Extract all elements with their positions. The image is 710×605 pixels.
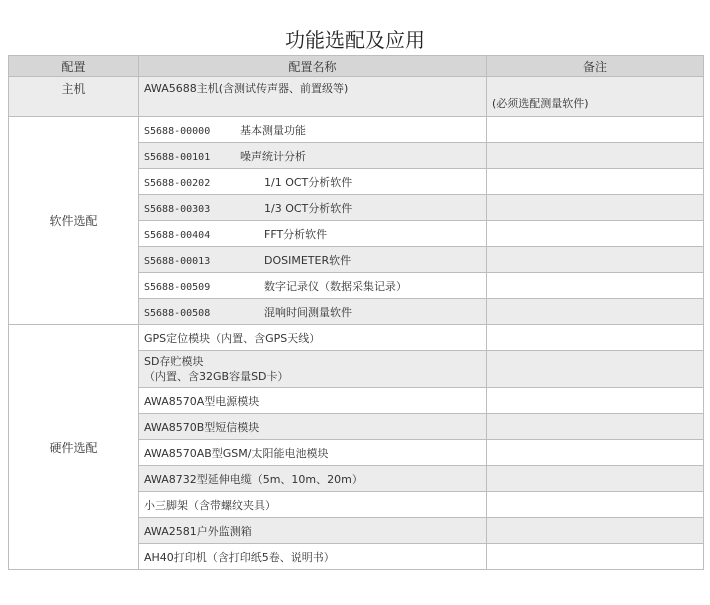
software-code: S5688-00303	[144, 203, 211, 215]
software-desc: FFT分析软件	[264, 227, 328, 241]
note-cell	[487, 351, 704, 388]
software-desc: 混响时间测量软件	[264, 305, 352, 319]
software-desc: 数字记录仪（数据采集记录）	[264, 279, 407, 293]
software-desc: 噪声统计分析	[240, 149, 306, 163]
hardware-item: AWA8732型延伸电缆（5m、10m、20m）	[139, 466, 487, 492]
software-desc: 基本测量功能	[240, 123, 306, 137]
software-item	[139, 247, 487, 273]
hardware-item: AWA2581户外监测箱	[139, 518, 487, 544]
hardware-item: GPS定位模块（内置、含GPS天线）	[139, 325, 487, 351]
note-cell	[487, 117, 704, 143]
note-cell	[487, 414, 704, 440]
note-cell	[487, 169, 704, 195]
software-code: S5688-00509	[144, 281, 211, 293]
software-item	[139, 221, 487, 247]
software-item	[139, 299, 487, 325]
note-cell	[487, 325, 704, 351]
software-code: S5688-00404	[144, 229, 211, 241]
software-code: S5688-00013	[144, 255, 211, 267]
table-header-row	[9, 56, 704, 77]
software-item	[139, 195, 487, 221]
table-row	[9, 117, 704, 143]
software-item	[139, 117, 487, 143]
note-cell	[487, 492, 704, 518]
note-cell	[487, 544, 704, 570]
column-header-name: 配置名称	[139, 56, 487, 77]
hardware-item: AWA8570B型短信模块	[139, 414, 487, 440]
hardware-item: 小三脚架（含带螺纹夹具）	[139, 492, 487, 518]
hardware-item-line1: SD存贮模块	[144, 355, 204, 368]
note-cell	[487, 143, 704, 169]
note-cell	[487, 518, 704, 544]
main-unit-name: AWA5688主机(含测试传声器、前置级等)	[139, 77, 487, 117]
category-software: 软件选配	[9, 117, 139, 325]
software-item	[139, 143, 487, 169]
category-main: 主机	[9, 77, 139, 117]
note-cell	[487, 195, 704, 221]
software-item	[139, 169, 487, 195]
software-desc: DOSIMETER软件	[264, 253, 352, 267]
software-code: S5688-00101	[144, 151, 211, 163]
note-cell	[487, 299, 704, 325]
table-row-main	[9, 77, 704, 117]
table-row	[9, 325, 704, 351]
hardware-item: AH40打印机（含打印纸5卷、说明书）	[139, 544, 487, 570]
category-hardware: 硬件选配	[9, 325, 139, 570]
page-title: 功能选配及应用	[285, 28, 425, 52]
note-cell	[487, 388, 704, 414]
hardware-item-line2: （内置、含32GB容量SD卡）	[144, 370, 289, 383]
note-cell	[487, 247, 704, 273]
software-code: S5688-00202	[144, 177, 211, 189]
software-item	[139, 273, 487, 299]
hardware-item	[139, 351, 487, 388]
column-header-note: 备注	[487, 56, 704, 77]
software-desc: 1/3 OCT分析软件	[264, 201, 353, 215]
note-cell	[487, 273, 704, 299]
software-code: S5688-00000	[144, 125, 211, 137]
column-header-config: 配置	[9, 56, 139, 77]
hardware-item: AWA8570A型电源模块	[139, 388, 487, 414]
note-cell	[487, 466, 704, 492]
config-table	[8, 55, 704, 570]
hardware-item: AWA8570AB型GSM/太阳能电池模块	[139, 440, 487, 466]
main-unit-note: (必须选配测量软件)	[487, 77, 704, 117]
note-cell	[487, 221, 704, 247]
software-desc: 1/1 OCT分析软件	[264, 175, 353, 189]
note-cell	[487, 440, 704, 466]
software-code: S5688-00508	[144, 307, 211, 319]
